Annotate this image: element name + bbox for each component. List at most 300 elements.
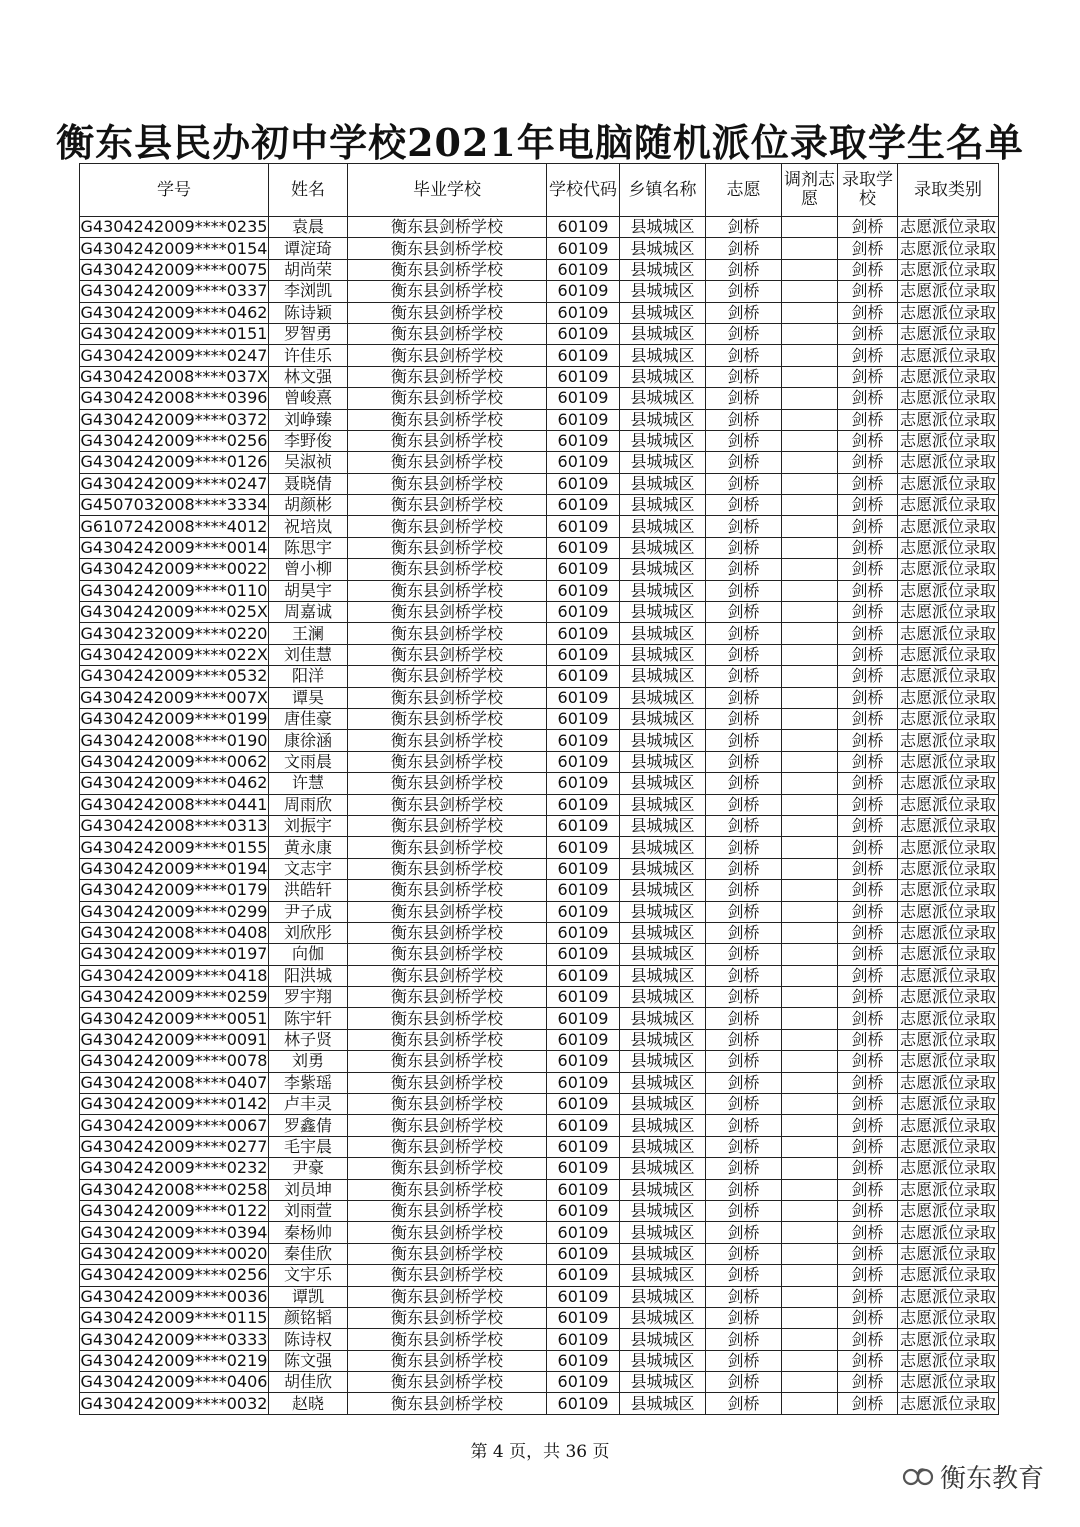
table-row [80,794,999,815]
adjusted-preference-cell [782,837,838,858]
admission-type-cell: 志愿派位录取 [898,559,999,580]
adjusted-preference-cell [782,1051,838,1072]
adjusted-preference-cell [782,323,838,344]
student-id-cell: G4304242009****0194 [80,858,268,878]
table-row [80,1008,999,1029]
table-row [80,1222,999,1243]
student-name-cell: 曾峻熹 [269,388,348,409]
school-code-cell: 60109 [547,965,620,986]
preference-cell: 剑桥 [706,708,782,729]
admitted-school-cell: 剑桥 [838,1372,898,1393]
table-body [80,217,999,1415]
adjusted-preference-cell [782,1029,838,1050]
table-row [80,922,999,943]
student-id-cell: G4304242009****0418 [80,965,268,985]
graduating-school-cell: 衡东县剑桥学校 [348,259,547,280]
table-row [80,944,999,965]
admission-type-cell: 志愿派位录取 [898,1265,999,1286]
township-cell: 县城城区 [620,1051,706,1072]
preference-cell: 剑桥 [706,730,782,751]
admitted-school-cell: 剑桥 [838,1393,898,1414]
graduating-school-cell: 衡东县剑桥学校 [348,922,547,943]
table-row [80,281,999,302]
graduating-school-cell: 衡东县剑桥学校 [348,559,547,580]
school-code-cell: 60109 [547,1350,620,1371]
table-row [80,1200,999,1221]
student-id-cell: G4304242009****0122 [80,1201,268,1221]
admission-type-cell: 志愿派位录取 [898,1329,999,1350]
adjusted-preference-cell [782,1094,838,1115]
student-id-cell: G4304242009****0151 [80,324,268,344]
student-id-cell: G4304242009****0091 [80,1030,268,1050]
adjusted-preference-cell [782,623,838,644]
admitted-school-cell: 剑桥 [838,858,898,879]
admitted-school-cell: 剑桥 [838,1072,898,1093]
admission-type-cell: 志愿派位录取 [898,880,999,901]
adjusted-preference-cell [782,559,838,580]
header-school-code: 学校代码 [547,164,620,217]
graduating-school-cell: 衡东县剑桥学校 [348,944,547,965]
township-cell: 县城城区 [620,452,706,473]
table-row [80,430,999,451]
admitted-school-cell: 剑桥 [838,880,898,901]
school-code-cell: 60109 [547,1051,620,1072]
township-cell: 县城城区 [620,1265,706,1286]
adjusted-preference-cell [782,1008,838,1029]
table-row [80,1286,999,1307]
adjusted-preference-cell [782,302,838,323]
township-cell: 县城城区 [620,773,706,794]
table-row [80,815,999,836]
admitted-school-cell: 剑桥 [838,366,898,387]
header-preference: 志愿 [706,164,782,217]
admitted-school-cell: 剑桥 [838,666,898,687]
table-row [80,880,999,901]
student-name-cell: 文宇乐 [269,1265,348,1286]
preference-cell: 剑桥 [706,1200,782,1221]
township-cell: 县城城区 [620,922,706,943]
header-graduating-school: 毕业学校 [348,164,547,217]
school-code-cell: 60109 [547,944,620,965]
township-cell: 县城城区 [620,666,706,687]
preference-cell: 剑桥 [706,473,782,494]
student-id-cell: G4304242009****0179 [80,880,268,900]
student-name-cell: 聂晓倩 [269,473,348,494]
student-name-cell: 刘员坤 [269,1179,348,1200]
preference-cell: 剑桥 [706,281,782,302]
township-cell: 县城城区 [620,1243,706,1264]
student-name-cell: 曾小柳 [269,559,348,580]
admitted-school-cell: 剑桥 [838,345,898,366]
school-code-cell: 60109 [547,708,620,729]
admitted-school-cell: 剑桥 [838,794,898,815]
student-id-cell: G4304242009****0126 [80,452,268,472]
preference-cell: 剑桥 [706,238,782,259]
student-id-cell: G4304242008****0441 [80,794,268,814]
page-title: 衡东县民办初中学校2021年电脑随机派位录取学生名单 [56,120,1024,165]
watermark [902,1458,1044,1495]
graduating-school-cell: 衡东县剑桥学校 [348,1051,547,1072]
school-code-cell: 60109 [547,345,620,366]
graduating-school-cell: 衡东县剑桥学校 [348,409,547,430]
township-cell: 县城城区 [620,1115,706,1136]
graduating-school-cell: 衡东县剑桥学校 [348,281,547,302]
admission-type-cell: 志愿派位录取 [898,1286,999,1307]
student-name-cell: 许佳乐 [269,345,348,366]
graduating-school-cell: 衡东县剑桥学校 [348,473,547,494]
admission-type-cell: 志愿派位录取 [898,1136,999,1157]
preference-cell: 剑桥 [706,880,782,901]
graduating-school-cell: 衡东县剑桥学校 [348,537,547,558]
student-id-cell: G4304242008****0313 [80,816,268,836]
school-code-cell: 60109 [547,1008,620,1029]
student-name-cell: 李紫瑶 [269,1072,348,1093]
township-cell: 县城城区 [620,217,706,238]
adjusted-preference-cell [782,708,838,729]
admitted-school-cell: 剑桥 [838,602,898,623]
graduating-school-cell: 衡东县剑桥学校 [348,1179,547,1200]
school-code-cell: 60109 [547,880,620,901]
student-name-cell: 刘雨萱 [269,1200,348,1221]
admission-type-cell: 志愿派位录取 [898,666,999,687]
preference-cell: 剑桥 [706,666,782,687]
school-code-cell: 60109 [547,751,620,772]
header-student-id: 学号 [80,164,269,217]
admitted-school-cell: 剑桥 [838,1029,898,1050]
admission-type-cell: 志愿派位录取 [898,773,999,794]
page-number: 第 4 页，共 36 页 [470,1442,610,1462]
student-id-cell: G4304242009****0142 [80,1094,268,1114]
preference-cell: 剑桥 [706,1265,782,1286]
table-row [80,751,999,772]
admission-type-cell: 志愿派位录取 [898,1200,999,1221]
student-id-cell: G4304242009****0333 [80,1329,268,1349]
graduating-school-cell: 衡东县剑桥学校 [348,623,547,644]
adjusted-preference-cell [782,644,838,665]
student-id-cell: G4304242009****0014 [80,538,268,558]
adjusted-preference-cell [782,1307,838,1328]
township-cell: 县城城区 [620,644,706,665]
admission-type-cell: 志愿派位录取 [898,1029,999,1050]
township-cell: 县城城区 [620,602,706,623]
admitted-school-cell: 剑桥 [838,473,898,494]
graduating-school-cell: 衡东县剑桥学校 [348,1243,547,1264]
student-name-cell: 祝培岚 [269,516,348,537]
admission-type-cell: 志愿派位录取 [898,580,999,601]
admission-type-cell: 志愿派位录取 [898,516,999,537]
township-cell: 县城城区 [620,944,706,965]
school-code-cell: 60109 [547,602,620,623]
school-code-cell: 60109 [547,901,620,922]
township-cell: 县城城区 [620,815,706,836]
graduating-school-cell: 衡东县剑桥学校 [348,858,547,879]
table-row [80,773,999,794]
admission-type-cell: 志愿派位录取 [898,687,999,708]
admitted-school-cell: 剑桥 [838,559,898,580]
adjusted-preference-cell [782,1179,838,1200]
student-id-cell: G4304242009****0256 [80,431,268,451]
table-row [80,1350,999,1371]
student-id-cell: G4304242009****0247 [80,473,268,493]
graduating-school-cell: 衡东县剑桥学校 [348,1008,547,1029]
table-row [80,452,999,473]
preference-cell: 剑桥 [706,1051,782,1072]
admitted-school-cell: 剑桥 [838,388,898,409]
admitted-school-cell: 剑桥 [838,1051,898,1072]
preference-cell: 剑桥 [706,495,782,516]
table-row [80,473,999,494]
township-cell: 县城城区 [620,1158,706,1179]
admission-type-cell: 志愿派位录取 [898,388,999,409]
township-cell: 县城城区 [620,388,706,409]
school-code-cell: 60109 [547,1372,620,1393]
admission-type-cell: 志愿派位录取 [898,1115,999,1136]
admitted-school-cell: 剑桥 [838,1307,898,1328]
adjusted-preference-cell [782,345,838,366]
township-cell: 县城城区 [620,580,706,601]
graduating-school-cell: 衡东县剑桥学校 [348,452,547,473]
admission-type-cell: 志愿派位录取 [898,858,999,879]
admitted-school-cell: 剑桥 [838,1329,898,1350]
preference-cell: 剑桥 [706,1029,782,1050]
admitted-school-cell: 剑桥 [838,1243,898,1264]
table-row [80,1243,999,1264]
student-id-cell: G4304232009****0220 [80,623,268,643]
adjusted-preference-cell [782,1222,838,1243]
student-name-cell: 陈诗权 [269,1329,348,1350]
student-id-cell: G6107242008****4012 [80,516,268,536]
table-row [80,1179,999,1200]
school-code-cell: 60109 [547,1243,620,1264]
student-id-cell: G4304242009****0110 [80,580,268,600]
table-row [80,580,999,601]
school-code-cell: 60109 [547,858,620,879]
student-id-cell: G4304242009****0372 [80,409,268,429]
graduating-school-cell: 衡东县剑桥学校 [348,666,547,687]
student-id-cell: G4304242009****0075 [80,259,268,279]
graduating-school-cell: 衡东县剑桥学校 [348,644,547,665]
student-id-cell: G4304242009****0232 [80,1158,268,1178]
student-name-cell: 周雨欣 [269,794,348,815]
adjusted-preference-cell [782,452,838,473]
graduating-school-cell: 衡东县剑桥学校 [348,901,547,922]
adjusted-preference-cell [782,1350,838,1371]
student-name-cell: 陈文强 [269,1350,348,1371]
graduating-school-cell: 衡东县剑桥学校 [348,1094,547,1115]
school-code-cell: 60109 [547,1179,620,1200]
admitted-school-cell: 剑桥 [838,623,898,644]
table-row [80,666,999,687]
preference-cell: 剑桥 [706,901,782,922]
student-name-cell: 罗鑫倩 [269,1115,348,1136]
admission-table [79,163,999,1415]
header-admitted-school: 录取学校 [838,164,898,217]
admitted-school-cell: 剑桥 [838,944,898,965]
table-row [80,559,999,580]
admission-type-cell: 志愿派位录取 [898,965,999,986]
student-name-cell: 刘振宇 [269,815,348,836]
header-name: 姓名 [269,164,348,217]
admission-type-cell: 志愿派位录取 [898,1072,999,1093]
adjusted-preference-cell [782,987,838,1008]
admitted-school-cell: 剑桥 [838,751,898,772]
student-id-cell: G4304242009****007X [80,687,268,707]
preference-cell: 剑桥 [706,1286,782,1307]
school-code-cell: 60109 [547,1072,620,1093]
student-id-cell: G4304242008****0258 [80,1179,268,1199]
student-name-cell: 胡颜彬 [269,495,348,516]
adjusted-preference-cell [782,516,838,537]
adjusted-preference-cell [782,1286,838,1307]
student-name-cell: 李浏凯 [269,281,348,302]
student-name-cell: 毛宇晨 [269,1136,348,1157]
township-cell: 县城城区 [620,409,706,430]
admitted-school-cell: 剑桥 [838,495,898,516]
admission-type-cell: 志愿派位录取 [898,922,999,943]
preference-cell: 剑桥 [706,751,782,772]
adjusted-preference-cell [782,238,838,259]
graduating-school-cell: 衡东县剑桥学校 [348,987,547,1008]
admitted-school-cell: 剑桥 [838,1179,898,1200]
preference-cell: 剑桥 [706,259,782,280]
township-cell: 县城城区 [620,623,706,644]
student-id-cell: G4507032008****3334 [80,495,268,515]
preference-cell: 剑桥 [706,580,782,601]
student-id-cell: G4304242009****0277 [80,1136,268,1156]
school-code-cell: 60109 [547,1222,620,1243]
student-id-cell: G4304242008****0396 [80,388,268,408]
student-id-cell: G4304242009****0256 [80,1265,268,1285]
township-cell: 县城城区 [620,880,706,901]
adjusted-preference-cell [782,965,838,986]
township-cell: 县城城区 [620,559,706,580]
admitted-school-cell: 剑桥 [838,537,898,558]
graduating-school-cell: 衡东县剑桥学校 [348,345,547,366]
student-name-cell: 王澜 [269,623,348,644]
table-row [80,1094,999,1115]
preference-cell: 剑桥 [706,409,782,430]
student-id-cell: G4304242009****025X [80,602,268,622]
student-name-cell: 李野俊 [269,430,348,451]
graduating-school-cell: 衡东县剑桥学校 [348,302,547,323]
table-row [80,388,999,409]
adjusted-preference-cell [782,1243,838,1264]
township-cell: 县城城区 [620,259,706,280]
student-name-cell: 尹子成 [269,901,348,922]
admission-type-cell: 志愿派位录取 [898,1158,999,1179]
admission-type-cell: 志愿派位录取 [898,452,999,473]
student-name-cell: 康徐涵 [269,730,348,751]
admitted-school-cell: 剑桥 [838,837,898,858]
preference-cell: 剑桥 [706,323,782,344]
school-code-cell: 60109 [547,1329,620,1350]
student-name-cell: 胡佳欣 [269,1372,348,1393]
admitted-school-cell: 剑桥 [838,1265,898,1286]
preference-cell: 剑桥 [706,217,782,238]
graduating-school-cell: 衡东县剑桥学校 [348,837,547,858]
admission-type-cell: 志愿派位录取 [898,1393,999,1414]
table-row [80,323,999,344]
student-id-cell: G4304242009****0036 [80,1286,268,1306]
admission-type-cell: 志愿派位录取 [898,1372,999,1393]
table-row [80,345,999,366]
school-code-cell: 60109 [547,1029,620,1050]
student-name-cell: 谭昊 [269,687,348,708]
student-name-cell: 阳洋 [269,666,348,687]
preference-cell: 剑桥 [706,773,782,794]
township-cell: 县城城区 [620,366,706,387]
school-code-cell: 60109 [547,922,620,943]
admitted-school-cell: 剑桥 [838,965,898,986]
township-cell: 县城城区 [620,238,706,259]
table-row [80,1115,999,1136]
admitted-school-cell: 剑桥 [838,430,898,451]
student-name-cell: 秦杨帅 [269,1222,348,1243]
wechat-channel-icon [902,1463,934,1491]
graduating-school-cell: 衡东县剑桥学校 [348,1372,547,1393]
school-code-cell: 60109 [547,217,620,238]
preference-cell: 剑桥 [706,858,782,879]
adjusted-preference-cell [782,537,838,558]
preference-cell: 剑桥 [706,1393,782,1414]
student-name-cell: 尹豪 [269,1158,348,1179]
admitted-school-cell: 剑桥 [838,281,898,302]
adjusted-preference-cell [782,751,838,772]
adjusted-preference-cell [782,880,838,901]
student-id-cell: G4304242008****0190 [80,730,268,750]
township-cell: 县城城区 [620,302,706,323]
preference-cell: 剑桥 [706,623,782,644]
adjusted-preference-cell [782,922,838,943]
admission-type-cell: 志愿派位录取 [898,944,999,965]
table-row [80,1072,999,1093]
student-name-cell: 颜铭韬 [269,1307,348,1328]
admitted-school-cell: 剑桥 [838,1222,898,1243]
table-row [80,1029,999,1050]
school-code-cell: 60109 [547,452,620,473]
adjusted-preference-cell [782,858,838,879]
township-cell: 县城城区 [620,901,706,922]
adjusted-preference-cell [782,495,838,516]
school-code-cell: 60109 [547,987,620,1008]
adjusted-preference-cell [782,687,838,708]
student-id-cell: G4304242009****0032 [80,1393,268,1413]
student-name-cell: 林文强 [269,366,348,387]
township-cell: 县城城区 [620,687,706,708]
graduating-school-cell: 衡东县剑桥学校 [348,965,547,986]
table-row [80,1158,999,1179]
graduating-school-cell: 衡东县剑桥学校 [348,1350,547,1371]
student-id-cell: G4304242009****0532 [80,666,268,686]
header-admission-type: 录取类别 [898,164,999,217]
township-cell: 县城城区 [620,495,706,516]
admission-type-cell: 志愿派位录取 [898,1243,999,1264]
admitted-school-cell: 剑桥 [838,708,898,729]
admitted-school-cell: 剑桥 [838,302,898,323]
table-row [80,730,999,751]
graduating-school-cell: 衡东县剑桥学校 [348,366,547,387]
school-code-cell: 60109 [547,1200,620,1221]
admission-type-cell: 志愿派位录取 [898,259,999,280]
township-cell: 县城城区 [620,473,706,494]
student-name-cell: 谭淀琦 [269,238,348,259]
preference-cell: 剑桥 [706,644,782,665]
school-code-cell: 60109 [547,238,620,259]
student-name-cell: 刘佳慧 [269,644,348,665]
preference-cell: 剑桥 [706,559,782,580]
school-code-cell: 60109 [547,623,620,644]
student-name-cell: 文志宇 [269,858,348,879]
